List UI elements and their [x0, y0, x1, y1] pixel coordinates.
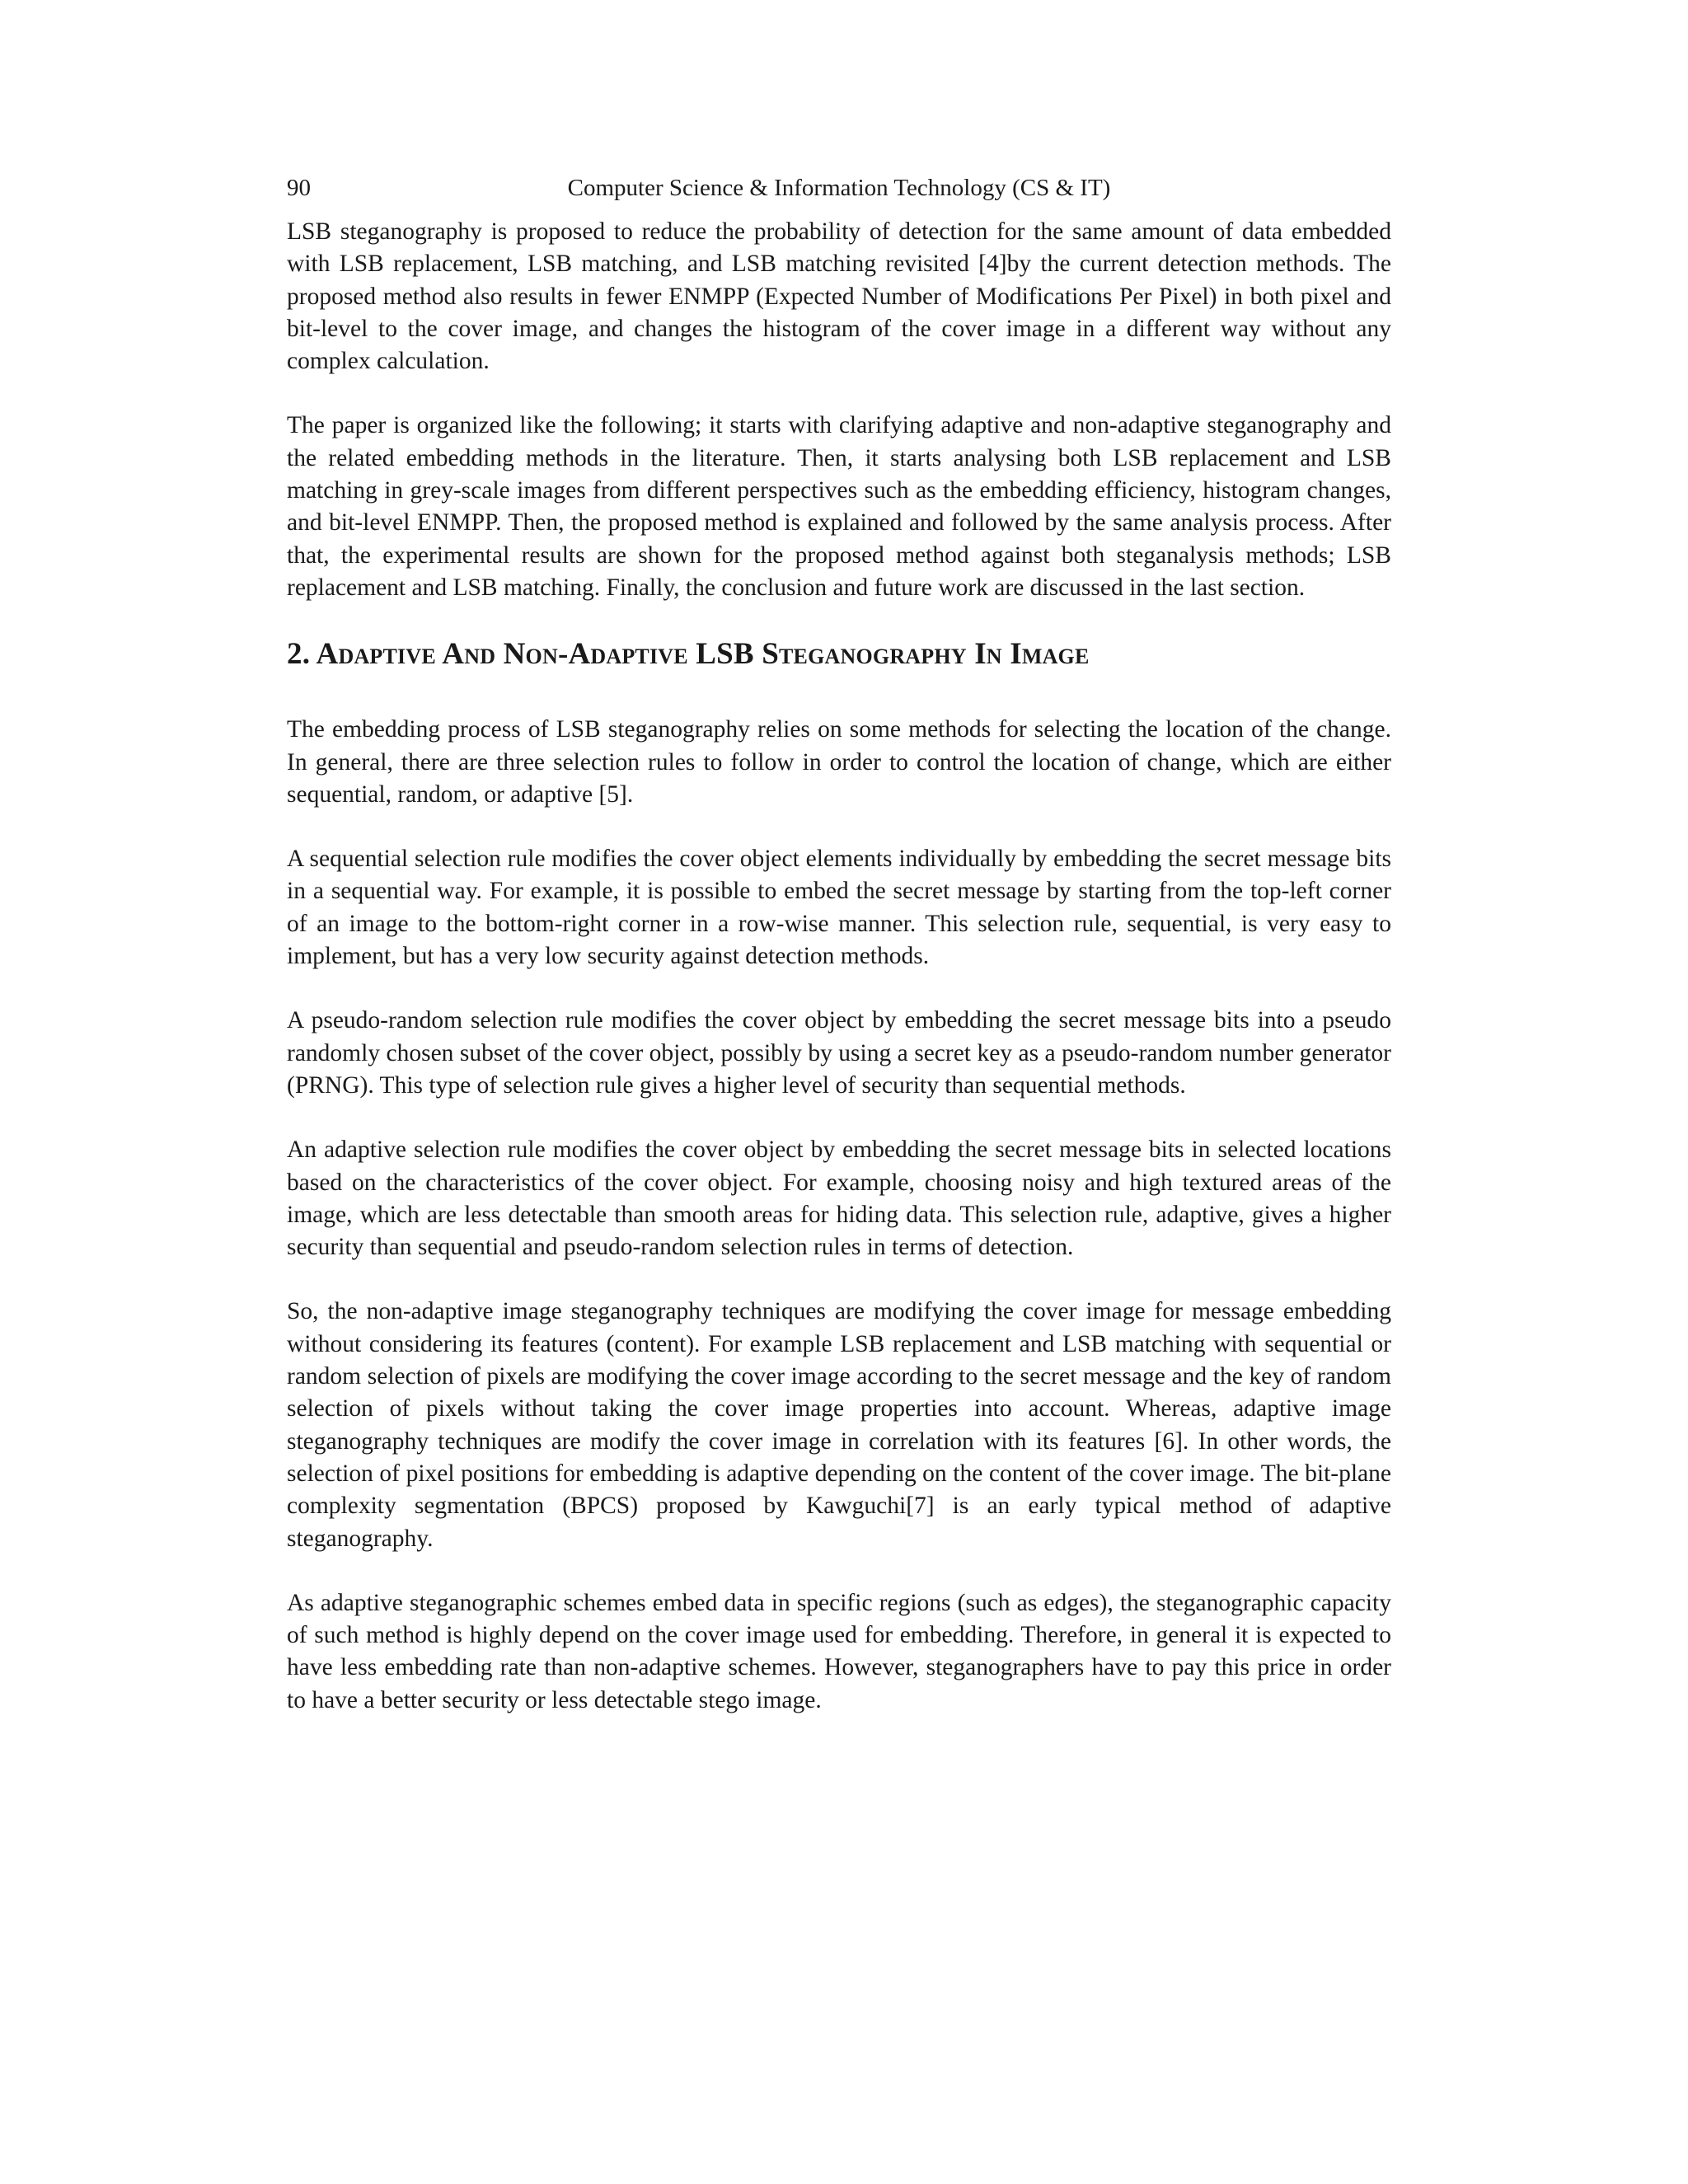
section-paragraph: A pseudo-random selection rule modifies the cover object by embedding the secret message bits into a pseudo randomly chosen subset of the cover object, possibly by using a secret key as a pseudo-random number generator (PRNG). This type of selection rule gives a higher level of security than sequential methods.	[287, 1007, 1391, 1099]
section-paragraph: The embedding process of LSB steganography relies on some methods for selecting the location of the change. In general, there are three selection rules to follow in order to control the location of change, which are either sequential, random, or adaptive [5].	[287, 716, 1391, 808]
section-heading-text: 2. Adaptive And Non-Adaptive LSB Steganography In Image	[287, 637, 1090, 672]
section-paragraph: An adaptive selection rule modifies the cover object by embedding the secret message bits in selected locations based on the characteristics of the cover object. For example, choosing noisy and high textured areas of the image, which are less detectable than smooth areas for hiding data. This selection rule, adaptive, gives a higher security than sequential and pseudo-random selection rules in terms of detection.	[287, 1137, 1391, 1261]
section-paragraph: A sequential selection rule modifies the cover object elements individually by embedding the secret message bits in a sequential way. For example, it is possible to embed the secret message by starting from the top-left corner of an image to the bottom-right corner in a row-wise manner. This selection rule, sequential, is very easy to implement, but has a very low security against detection methods.	[287, 846, 1391, 970]
body-column	[287, 216, 1391, 1749]
intro-paragraph: The paper is organized like the following; it starts with clarifying adaptive and non-adaptive steganography and the related embedding methods in the literature. Then, it starts analysing both LSB replacement and LSB matching in grey-scale images from different perspectives such as the embedding efficiency, histogram changes, and bit-level ENMPP. Then, the proposed method is explained and followed by the same analysis process. After that, the experimental results are shown for the proposed method against both steganalysis methods; LSB replacement and LSB matching. Finally, the conclusion and future work are discussed in the last section.	[287, 412, 1391, 601]
running-header	[287, 171, 1391, 204]
page-number: 90	[287, 175, 311, 201]
section-heading	[287, 636, 1391, 673]
section-paragraph: So, the non-adaptive image steganography techniques are modifying the cover image for message embedding without considering its features (content). For example LSB replacement and LSB matching with sequential or random selection of pixels are modifying the cover image according to the secret message and the key of random selection of pixels without taking the cover image properties into account. Whereas, adaptive image steganography techniques are modify the cover image in correlation with its features [6]. In other words, the selection of pixel positions for embedding is adaptive depending on the content of the cover image. The bit-plane complexity segmentation (BPCS) proposed by Kawguchi[7] is an early typical method of adaptive steganography.	[287, 1298, 1391, 1552]
intro-paragraph: LSB steganography is proposed to reduce the probability of detection for the same amount of data embedded with LSB replacement, LSB matching, and LSB matching revisited [4]by the current detection methods. The proposed method also results in fewer ENMPP (Expected Number of Modifications Per Pixel) in both pixel and bit-level to the cover image, and changes the histogram of the cover image in a different way without any complex calculation.	[287, 218, 1391, 375]
section-paragraph: As adaptive steganographic schemes embed data in specific regions (such as edges), the steganographic capacity of such method is highly depend on the cover image used for embedding. Therefore, in general it is expected to have less embedding rate than non-adaptive schemes. However, steganographers have to pay this price in order to have a better security or less detectable stego image.	[287, 1589, 1391, 1713]
journal-title: Computer Science & Information Technology (CS & IT)	[567, 175, 1111, 201]
